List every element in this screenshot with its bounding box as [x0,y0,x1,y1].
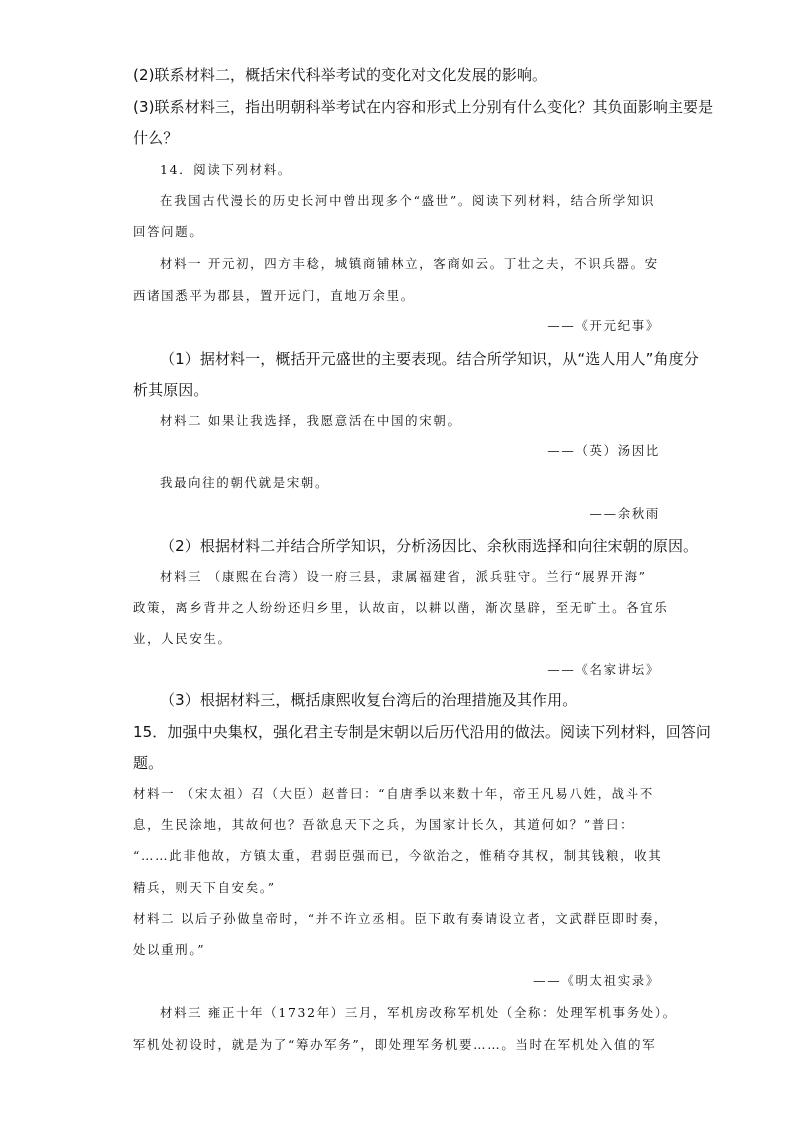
q15-material1-line2: 息，生民涂地，其故何也？吾欲息天下之兵，为国家计长久，其道何如？”普曰： [133,817,635,832]
q14-question1-line1: （1）据材料一，概括开元盛世的主要表现。结合所学知识，从“选人用人”角度分 [160,350,699,368]
q14-material1-source: ——《开元纪事》 [547,318,660,333]
q14-intro-line1: 在我国古代漫长的历史长河中曾出现多个“盛世”。阅读下列材料，结合所学知识 [160,193,656,208]
q15-material3-line2: 军机处初设时，就是为了“筹办军务”，即处理军务机要……。当时在军机处入值的军 [133,1037,657,1052]
q14-material3-line2: 政策，离乡背井之人纷纷还归乡里，认故亩，以耕以凿，渐次垦辟，至无旷土。各宜乐 [133,600,669,615]
q15-material2-line2: 处以重刑。” [133,942,206,957]
q15-material2-source: ——《明太祖实录》 [533,973,660,988]
q15-material2-line1: 材料二 以后子孙做皇帝时，“并不许立丞相。臣下敢有奏请设立者，文武群臣即时奏， [133,911,669,926]
q15-material3-line1: 材料三 雍正十年（1732年）三月，军机房改称军机处（全称：处理军机事务处）。 [160,1005,677,1020]
q13-part3-line1: (3)联系材料三，指出明朝科举考试在内容和形式上分别有什么变化？其负面影响主要是 [133,98,714,116]
q14-material1-line2: 西诸国悉平为郡县，置开远门，直地万余里。 [133,288,415,303]
q14-material2: 材料二 如果让我选择，我愿意活在中国的宋朝。 [160,413,462,428]
q14-material2-source2: ——余秋雨 [589,506,660,521]
q15-material1-line4: 精兵，则天下自安矣。” [133,880,276,895]
q14-material1-line1: 材料一 开元初，四方丰稔，城镇商铺林立，客商如云。丁壮之夫，不识兵器。安 [160,256,659,271]
q14-question2: （2）根据材料二并结合所学知识，分析汤因比、余秋雨选择和向往宋朝的原因。 [160,537,699,555]
q15-material1-line3: “……此非他故，方镇太重，君弱臣强而已，今欲治之，惟稍夺其权，制其钱粮，收其 [133,848,663,863]
q14-material3-source: ——《名家讲坛》 [547,662,660,677]
q14-material3-line1: 材料三 （康熙在台湾）设一府三县，隶属福建省，派兵驻守。兰行“展界开海” [160,569,647,584]
q15-heading-line2: 题。 [133,754,164,772]
q15-material1-line1: 材料一 （宋太祖）召（大臣）赵普曰：“自唐季以来数十年，帝王凡易八姓，战斗不 [133,786,654,801]
q13-part3-line2: 什么？ [133,129,179,147]
q14-material2-source1: ——（英）汤因比 [547,443,660,458]
q14-material2-line2: 我最向往的朝代就是宋朝。 [160,475,330,490]
q14-heading: 14．阅读下列材料。 [160,162,292,177]
q14-question1-line2: 析其原因。 [133,381,209,399]
q15-heading-line1: 15．加强中央集权，强化君主专制是宋朝以后历代沿用的做法。阅读下列材料，回答问 [133,723,711,741]
q14-question3: （3）根据材料三，概括康熙收复台湾后的治理措施及其作用。 [160,691,578,709]
q13-part2: (2)联系材料二，概括宋代科举考试的变化对文化发展的影响。 [133,66,548,84]
q14-intro-line2: 回答问题。 [133,224,204,239]
q14-material3-line3: 业，人民安生。 [133,631,232,646]
